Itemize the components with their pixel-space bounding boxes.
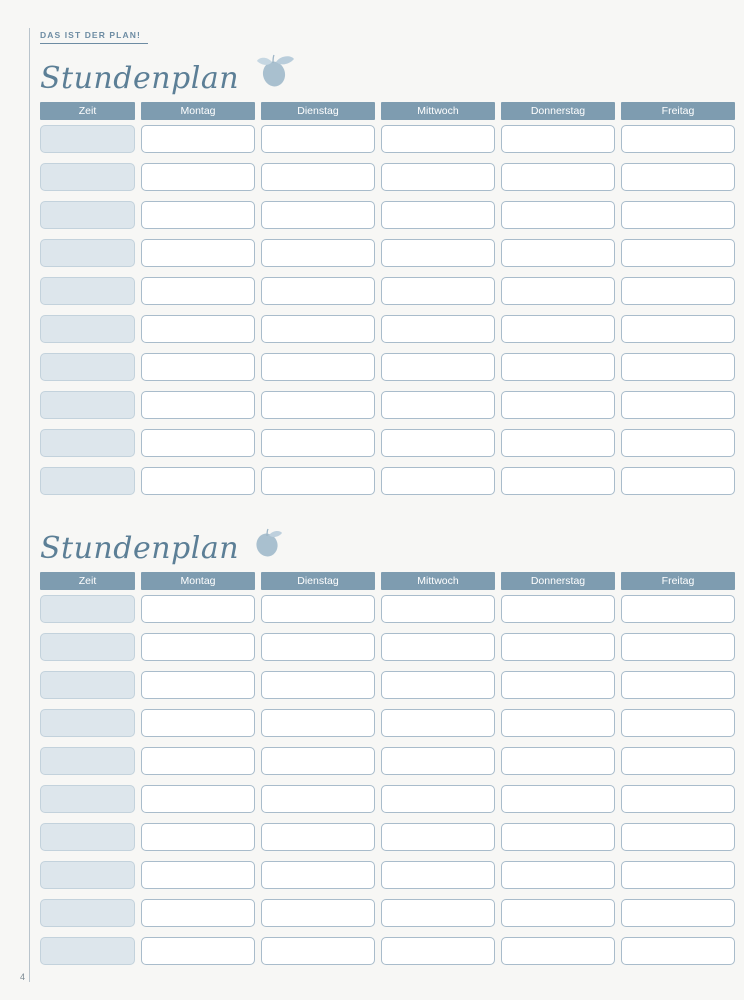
subject-input-cell[interactable] (501, 315, 615, 343)
subject-input-cell[interactable] (141, 709, 255, 737)
subject-input-cell[interactable] (501, 595, 615, 623)
day-cell-wrapper (261, 780, 375, 818)
timetable-section-2 (40, 522, 705, 970)
day-cell-wrapper (501, 310, 615, 348)
day-cell-wrapper (381, 666, 495, 704)
time-cell-wrapper (40, 742, 135, 780)
eyebrow-underline (40, 43, 148, 44)
day-cell-wrapper (381, 780, 495, 818)
subject-input-cell[interactable] (501, 899, 615, 927)
subject-input-cell[interactable] (261, 937, 375, 965)
day-cell-wrapper (261, 120, 375, 158)
day-cell-wrapper (501, 462, 615, 500)
subject-input-cell[interactable] (621, 467, 735, 495)
column-header-montag: Montag (141, 572, 255, 590)
subject-input-cell[interactable] (141, 467, 255, 495)
day-cell-wrapper (141, 818, 255, 856)
column-header-donnerstag: Donnerstag (501, 102, 615, 120)
subject-input-cell[interactable] (141, 861, 255, 889)
time-cell-wrapper (40, 628, 135, 666)
table-row (40, 932, 735, 970)
day-cell-wrapper (261, 272, 375, 310)
timetable-2 (34, 572, 741, 970)
day-cell-wrapper (621, 386, 735, 424)
time-cell-wrapper (40, 386, 135, 424)
table-row (40, 386, 735, 424)
day-cell-wrapper (621, 818, 735, 856)
day-cell-wrapper (621, 158, 735, 196)
day-cell-wrapper (501, 234, 615, 272)
subject-input-cell[interactable] (381, 201, 495, 229)
table-row (40, 780, 735, 818)
subject-input-cell[interactable] (381, 747, 495, 775)
table-row (40, 704, 735, 742)
day-cell-wrapper (501, 818, 615, 856)
subject-input-cell[interactable] (141, 595, 255, 623)
subject-input-cell[interactable] (621, 391, 735, 419)
time-input-cell[interactable] (40, 277, 135, 305)
day-cell-wrapper (501, 348, 615, 386)
subject-input-cell[interactable] (381, 633, 495, 661)
day-cell-wrapper (381, 932, 495, 970)
table-row (40, 158, 735, 196)
time-cell-wrapper (40, 120, 135, 158)
time-cell-wrapper (40, 462, 135, 500)
time-input-cell[interactable] (40, 201, 135, 229)
subject-input-cell[interactable] (141, 899, 255, 927)
subject-input-cell[interactable] (261, 899, 375, 927)
subject-input-cell[interactable] (621, 709, 735, 737)
subject-input-cell[interactable] (621, 899, 735, 927)
time-input-cell[interactable] (40, 747, 135, 775)
subject-input-cell[interactable] (381, 391, 495, 419)
day-cell-wrapper (261, 628, 375, 666)
table-row (40, 196, 735, 234)
subject-input-cell[interactable] (261, 785, 375, 813)
day-cell-wrapper (141, 272, 255, 310)
day-cell-wrapper (381, 234, 495, 272)
day-cell-wrapper (381, 818, 495, 856)
subject-input-cell[interactable] (261, 201, 375, 229)
subject-input-cell[interactable] (501, 277, 615, 305)
day-cell-wrapper (501, 628, 615, 666)
table-row (40, 742, 735, 780)
subject-input-cell[interactable] (141, 163, 255, 191)
time-cell-wrapper (40, 590, 135, 628)
subject-input-cell[interactable] (381, 163, 495, 191)
day-cell-wrapper (141, 894, 255, 932)
time-input-cell[interactable] (40, 633, 135, 661)
page-eyebrow: DAS IST DER PLAN! (40, 30, 141, 40)
subject-input-cell[interactable] (501, 861, 615, 889)
subject-input-cell[interactable] (501, 125, 615, 153)
day-cell-wrapper (141, 932, 255, 970)
subject-input-cell[interactable] (381, 277, 495, 305)
time-input-cell[interactable] (40, 899, 135, 927)
table-row (40, 310, 735, 348)
subject-input-cell[interactable] (381, 467, 495, 495)
subject-input-cell[interactable] (381, 861, 495, 889)
time-input-cell[interactable] (40, 671, 135, 699)
subject-input-cell[interactable] (501, 633, 615, 661)
day-cell-wrapper (141, 196, 255, 234)
subject-input-cell[interactable] (141, 785, 255, 813)
subject-input-cell[interactable] (621, 785, 735, 813)
day-cell-wrapper (621, 742, 735, 780)
subject-input-cell[interactable] (381, 315, 495, 343)
column-header-freitag: Freitag (621, 102, 735, 120)
subject-input-cell[interactable] (381, 899, 495, 927)
subject-input-cell[interactable] (381, 353, 495, 381)
subject-input-cell[interactable] (501, 937, 615, 965)
time-cell-wrapper (40, 310, 135, 348)
time-input-cell[interactable] (40, 353, 135, 381)
subject-input-cell[interactable] (501, 239, 615, 267)
day-cell-wrapper (621, 932, 735, 970)
day-cell-wrapper (141, 310, 255, 348)
day-cell-wrapper (141, 780, 255, 818)
subject-input-cell[interactable] (501, 163, 615, 191)
subject-input-cell[interactable] (261, 353, 375, 381)
day-cell-wrapper (141, 424, 255, 462)
subject-input-cell[interactable] (501, 429, 615, 457)
subject-input-cell[interactable] (381, 595, 495, 623)
day-cell-wrapper (501, 780, 615, 818)
day-cell-wrapper (621, 462, 735, 500)
day-cell-wrapper (381, 590, 495, 628)
column-header-mittwoch: Mittwoch (381, 572, 495, 590)
time-cell-wrapper (40, 158, 135, 196)
subject-input-cell[interactable] (381, 671, 495, 699)
day-cell-wrapper (621, 424, 735, 462)
day-cell-wrapper (261, 158, 375, 196)
subject-input-cell[interactable] (261, 709, 375, 737)
margin-rule (29, 28, 30, 982)
time-cell-wrapper (40, 424, 135, 462)
day-cell-wrapper (501, 272, 615, 310)
subject-input-cell[interactable] (621, 823, 735, 851)
timetable-2-body (40, 590, 735, 970)
day-cell-wrapper (381, 462, 495, 500)
table-row (40, 348, 735, 386)
time-cell-wrapper (40, 704, 135, 742)
subject-input-cell[interactable] (261, 595, 375, 623)
subject-input-cell[interactable] (381, 937, 495, 965)
subject-input-cell[interactable] (381, 239, 495, 267)
subject-input-cell[interactable] (261, 277, 375, 305)
subject-input-cell[interactable] (501, 785, 615, 813)
subject-input-cell[interactable] (621, 315, 735, 343)
table-header-row (40, 102, 735, 120)
day-cell-wrapper (381, 704, 495, 742)
subject-input-cell[interactable] (501, 671, 615, 699)
page-number: 4 (20, 972, 26, 982)
subject-input-cell[interactable] (141, 201, 255, 229)
day-cell-wrapper (501, 386, 615, 424)
subject-input-cell[interactable] (141, 277, 255, 305)
day-cell-wrapper (621, 666, 735, 704)
column-header-dienstag: Dienstag (261, 572, 375, 590)
subject-input-cell[interactable] (621, 633, 735, 661)
subject-input-cell[interactable] (501, 823, 615, 851)
table-row (40, 590, 735, 628)
subject-input-cell[interactable] (621, 861, 735, 889)
page-title: Stundenplan (40, 61, 240, 96)
subject-input-cell[interactable] (381, 823, 495, 851)
subject-input-cell[interactable] (141, 315, 255, 343)
day-cell-wrapper (501, 590, 615, 628)
day-cell-wrapper (381, 628, 495, 666)
subject-input-cell[interactable] (621, 671, 735, 699)
subject-input-cell[interactable] (381, 125, 495, 153)
day-cell-wrapper (501, 666, 615, 704)
subject-input-cell[interactable] (141, 239, 255, 267)
time-cell-wrapper (40, 780, 135, 818)
day-cell-wrapper (261, 856, 375, 894)
subject-input-cell[interactable] (261, 823, 375, 851)
subject-input-cell[interactable] (141, 937, 255, 965)
time-cell-wrapper (40, 272, 135, 310)
subject-input-cell[interactable] (621, 595, 735, 623)
day-cell-wrapper (501, 158, 615, 196)
day-cell-wrapper (381, 310, 495, 348)
table-row (40, 818, 735, 856)
day-cell-wrapper (261, 704, 375, 742)
time-cell-wrapper (40, 234, 135, 272)
day-cell-wrapper (621, 590, 735, 628)
day-cell-wrapper (621, 196, 735, 234)
time-input-cell[interactable] (40, 823, 135, 851)
subject-input-cell[interactable] (261, 239, 375, 267)
time-cell-wrapper (40, 818, 135, 856)
subject-input-cell[interactable] (621, 163, 735, 191)
day-cell-wrapper (381, 386, 495, 424)
day-cell-wrapper (621, 780, 735, 818)
subject-input-cell[interactable] (261, 125, 375, 153)
day-cell-wrapper (621, 856, 735, 894)
day-cell-wrapper (501, 424, 615, 462)
subject-input-cell[interactable] (141, 671, 255, 699)
time-cell-wrapper (40, 894, 135, 932)
table-row (40, 272, 735, 310)
subject-input-cell[interactable] (621, 125, 735, 153)
day-cell-wrapper (381, 196, 495, 234)
time-cell-wrapper (40, 196, 135, 234)
time-cell-wrapper (40, 932, 135, 970)
day-cell-wrapper (141, 234, 255, 272)
day-cell-wrapper (621, 894, 735, 932)
subject-input-cell[interactable] (141, 429, 255, 457)
lemon-with-leaves-icon (251, 53, 297, 92)
day-cell-wrapper (261, 196, 375, 234)
section-2-title-row (40, 522, 705, 564)
column-header-mittwoch: Mittwoch (381, 102, 495, 120)
day-cell-wrapper (261, 348, 375, 386)
subject-input-cell[interactable] (621, 937, 735, 965)
day-cell-wrapper (501, 742, 615, 780)
subject-input-cell[interactable] (141, 391, 255, 419)
subject-input-cell[interactable] (381, 429, 495, 457)
subject-input-cell[interactable] (381, 785, 495, 813)
table-row (40, 120, 735, 158)
subject-input-cell[interactable] (141, 823, 255, 851)
subject-input-cell[interactable] (261, 429, 375, 457)
subject-input-cell[interactable] (621, 429, 735, 457)
day-cell-wrapper (621, 310, 735, 348)
table-header-row (40, 572, 735, 590)
column-header-donnerstag: Donnerstag (501, 572, 615, 590)
subject-input-cell[interactable] (261, 671, 375, 699)
subject-input-cell[interactable] (501, 709, 615, 737)
table-row (40, 234, 735, 272)
subject-input-cell[interactable] (261, 391, 375, 419)
table-row (40, 894, 735, 932)
day-cell-wrapper (621, 348, 735, 386)
day-cell-wrapper (141, 856, 255, 894)
subject-input-cell[interactable] (501, 467, 615, 495)
day-cell-wrapper (621, 628, 735, 666)
subject-input-cell[interactable] (501, 353, 615, 381)
column-header-zeit: Zeit (40, 102, 135, 120)
day-cell-wrapper (501, 894, 615, 932)
subject-input-cell[interactable] (141, 747, 255, 775)
time-input-cell[interactable] (40, 125, 135, 153)
day-cell-wrapper (381, 894, 495, 932)
day-cell-wrapper (501, 932, 615, 970)
day-cell-wrapper (261, 590, 375, 628)
time-cell-wrapper (40, 856, 135, 894)
subject-input-cell[interactable] (261, 633, 375, 661)
day-cell-wrapper (381, 742, 495, 780)
time-input-cell[interactable] (40, 315, 135, 343)
subject-input-cell[interactable] (621, 747, 735, 775)
day-cell-wrapper (141, 628, 255, 666)
day-cell-wrapper (261, 666, 375, 704)
day-cell-wrapper (381, 348, 495, 386)
day-cell-wrapper (501, 120, 615, 158)
subject-input-cell[interactable] (261, 315, 375, 343)
table-row (40, 462, 735, 500)
time-input-cell[interactable] (40, 429, 135, 457)
day-cell-wrapper (141, 120, 255, 158)
day-cell-wrapper (141, 590, 255, 628)
time-input-cell[interactable] (40, 391, 135, 419)
day-cell-wrapper (261, 462, 375, 500)
day-cell-wrapper (261, 234, 375, 272)
day-cell-wrapper (381, 158, 495, 196)
subject-input-cell[interactable] (621, 353, 735, 381)
column-header-montag: Montag (141, 102, 255, 120)
subject-input-cell[interactable] (621, 277, 735, 305)
subject-input-cell[interactable] (141, 353, 255, 381)
day-cell-wrapper (141, 666, 255, 704)
table-row (40, 856, 735, 894)
day-cell-wrapper (261, 310, 375, 348)
day-cell-wrapper (261, 386, 375, 424)
day-cell-wrapper (621, 272, 735, 310)
column-header-dienstag: Dienstag (261, 102, 375, 120)
time-input-cell[interactable] (40, 467, 135, 495)
subject-input-cell[interactable] (621, 201, 735, 229)
lemon-icon (251, 527, 285, 562)
time-input-cell[interactable] (40, 239, 135, 267)
day-cell-wrapper (621, 234, 735, 272)
day-cell-wrapper (141, 742, 255, 780)
section-1-title-row (40, 52, 705, 94)
day-cell-wrapper (141, 704, 255, 742)
time-input-cell[interactable] (40, 709, 135, 737)
day-cell-wrapper (261, 424, 375, 462)
column-header-zeit: Zeit (40, 572, 135, 590)
timetable-1 (34, 102, 741, 500)
subject-input-cell[interactable] (501, 747, 615, 775)
day-cell-wrapper (141, 158, 255, 196)
time-cell-wrapper (40, 666, 135, 704)
subject-input-cell[interactable] (141, 633, 255, 661)
subject-input-cell[interactable] (501, 201, 615, 229)
day-cell-wrapper (381, 120, 495, 158)
day-cell-wrapper (261, 742, 375, 780)
day-cell-wrapper (141, 348, 255, 386)
day-cell-wrapper (621, 120, 735, 158)
day-cell-wrapper (621, 704, 735, 742)
subject-input-cell[interactable] (501, 391, 615, 419)
subject-input-cell[interactable] (261, 467, 375, 495)
subject-input-cell[interactable] (141, 125, 255, 153)
day-cell-wrapper (501, 196, 615, 234)
time-input-cell[interactable] (40, 785, 135, 813)
table-row (40, 628, 735, 666)
subject-input-cell[interactable] (261, 747, 375, 775)
time-cell-wrapper (40, 348, 135, 386)
column-header-freitag: Freitag (621, 572, 735, 590)
day-cell-wrapper (381, 424, 495, 462)
time-input-cell[interactable] (40, 595, 135, 623)
subject-input-cell[interactable] (261, 861, 375, 889)
timetable-1-body (40, 120, 735, 500)
day-cell-wrapper (261, 932, 375, 970)
day-cell-wrapper (501, 856, 615, 894)
time-input-cell[interactable] (40, 163, 135, 191)
day-cell-wrapper (261, 818, 375, 856)
subject-input-cell[interactable] (261, 163, 375, 191)
day-cell-wrapper (381, 272, 495, 310)
time-input-cell[interactable] (40, 861, 135, 889)
timetable-section-1 (40, 52, 705, 500)
time-input-cell[interactable] (40, 937, 135, 965)
day-cell-wrapper (141, 462, 255, 500)
table-row (40, 424, 735, 462)
day-cell-wrapper (381, 856, 495, 894)
table-row (40, 666, 735, 704)
subject-input-cell[interactable] (621, 239, 735, 267)
day-cell-wrapper (261, 894, 375, 932)
section-2-title: Stundenplan (40, 531, 240, 566)
day-cell-wrapper (501, 704, 615, 742)
subject-input-cell[interactable] (381, 709, 495, 737)
day-cell-wrapper (141, 386, 255, 424)
